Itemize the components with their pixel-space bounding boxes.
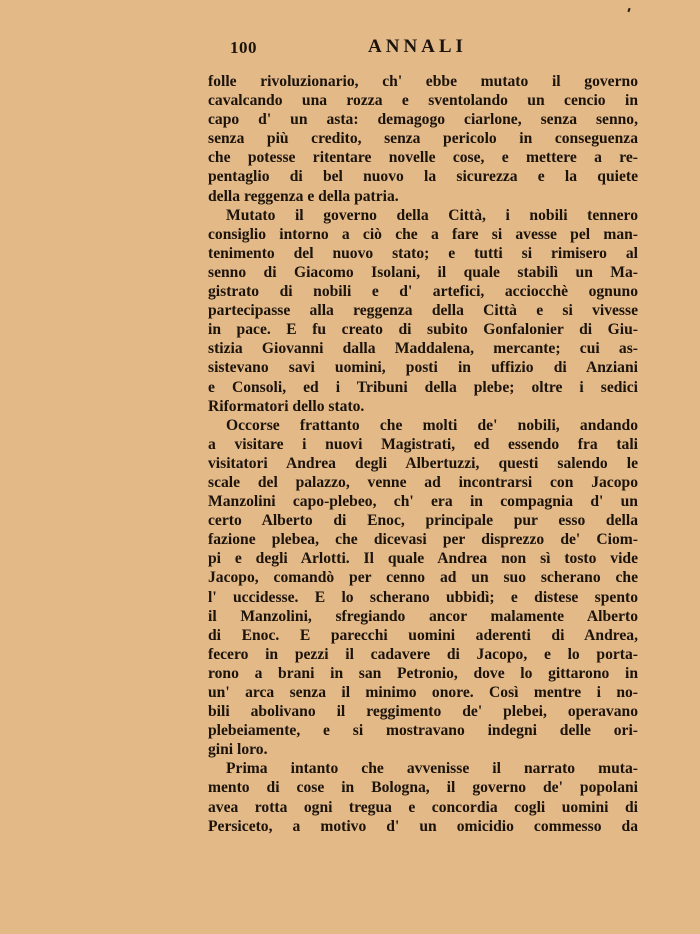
body-text	[208, 72, 638, 836]
text-line: Prima intanto che avvenisse il narrato muta-	[226, 760, 638, 778]
text-line: Persiceto, a motivo d' un omicidio commesso da	[208, 817, 638, 835]
paragraph	[208, 206, 638, 416]
text-line: senno di Giacomo Isolani, il quale stabilì un Ma-	[208, 263, 638, 281]
text-line: fazione plebea, che dicevasi per disprezzo de' Ciom-	[208, 531, 638, 549]
page-header	[208, 36, 628, 60]
text-line: capo d' un asta: demagogo ciarlone, senza senno,	[208, 111, 638, 129]
text-line: che potesse ritentare novelle cose, e mettere a re-	[208, 149, 638, 167]
paragraph	[208, 759, 638, 835]
running-title: ANNALI	[368, 36, 467, 57]
paragraph	[208, 72, 638, 206]
ink-speck	[627, 8, 630, 12]
text-line: Manzolini capo-plebeo, ch' era in compagnia d' un	[208, 493, 638, 511]
text-line: folle rivoluzionario, ch' ebbe mutato il governo	[208, 73, 638, 90]
text-line: gini loro.	[208, 741, 268, 759]
text-line: rono a brani in san Petronio, dove lo gittarono in	[208, 664, 638, 682]
text-line: visitatori Andrea degli Albertuzzi, questi salendo le	[208, 454, 638, 472]
text-line: scale del palazzo, venne ad incontrarsi con Jacopo	[208, 473, 638, 491]
text-line: fecero in pezzi il cadavere di Jacopo, e lo porta-	[208, 645, 638, 663]
text-line: della reggenza e della patria.	[208, 187, 399, 205]
page-number: 100	[230, 38, 257, 57]
text-line: mento di cose in Bologna, il governo de' popolani	[208, 779, 638, 797]
text-line: stizia Giovanni dalla Maddalena, mercante; cui as-	[208, 340, 638, 358]
text-line: avea rotta ogni tregua e concordia cogli uomini di	[208, 798, 638, 816]
text-line: partecipasse alla reggenza della Città e si vivesse	[208, 302, 638, 320]
text-line: cavalcando una rozza e sventolando un cencio in	[208, 92, 638, 110]
text-line: tenimento del nuovo stato; e tutti si rimisero al	[208, 244, 638, 262]
text-line: pi e degli Arlotti. Il quale Andrea non sì tosto vide	[208, 550, 638, 568]
text-line: in pace. E fu creato di subito Gonfalonier di Giu-	[208, 321, 638, 339]
text-line: bili abolivano il reggimento de' plebei, operavano	[208, 703, 638, 721]
text-line: certo Alberto di Enoc, principale pur esso della	[208, 512, 638, 530]
text-line: gistrato di nobili e d' artefici, acciocchè ognuno	[208, 283, 638, 301]
text-line: sistevano savi uomini, posti in uffizio di Anziani	[208, 359, 638, 377]
text-line: Mutato il governo della Città, i nobili tennero	[226, 206, 638, 224]
text-line: senza più credito, senza pericolo in conseguenza	[208, 130, 638, 148]
text-line: Riformatori dello stato.	[208, 397, 365, 415]
text-line: l' uccidesse. E lo scherano ubbidì; e distese spento	[208, 588, 638, 606]
text-line: pentaglio di bel nuovo la sicurezza e la quiete	[208, 168, 638, 186]
text-line: Jacopo, comandò per cenno ad un suo scherano che	[208, 569, 638, 587]
text-line: il Manzolini, sfregiando ancor malamente Alberto	[208, 607, 638, 625]
paragraph	[208, 416, 638, 760]
text-line: consiglio intorno a ciò che a fare si avesse pel man-	[208, 225, 638, 243]
text-line: plebeiamente, e si mostravano indegni delle ori-	[208, 722, 638, 740]
text-line: un' arca senza il minimo onore. Così mentre i no-	[208, 684, 638, 701]
text-line: a visitare i nuovi Magistrati, ed essendo fra tali	[208, 435, 638, 453]
text-line: e Consoli, ed i Tribuni della plebe; oltre i sedici	[208, 378, 638, 396]
text-line: di Enoc. E parecchi uomini aderenti di Andrea,	[208, 626, 638, 644]
text-line: Occorse frattanto che molti de' nobili, andando	[226, 416, 638, 434]
